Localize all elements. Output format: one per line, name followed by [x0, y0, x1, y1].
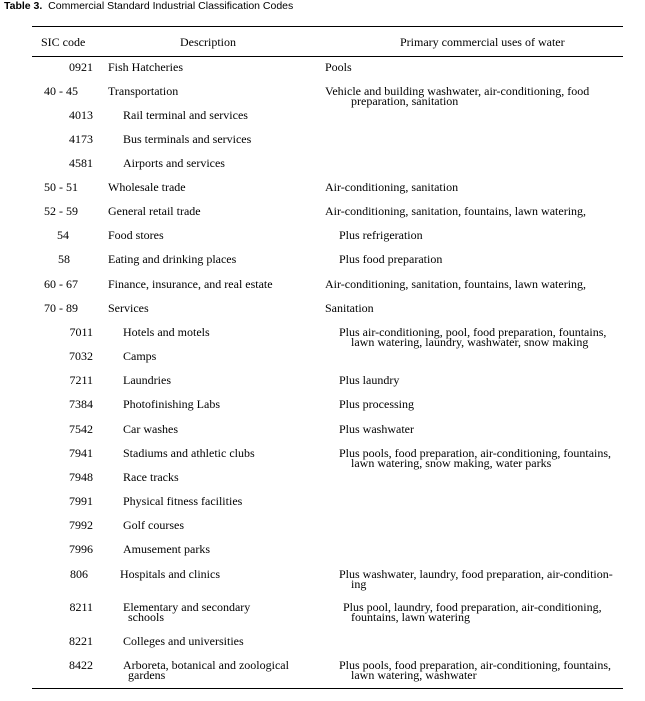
- primary-use: Sanitation: [325, 301, 374, 315]
- sic-code: 4581: [69, 156, 93, 170]
- sic-code: 7011: [69, 325, 93, 339]
- sic-code: 7384: [69, 397, 93, 411]
- sic-code: 7948: [69, 470, 93, 484]
- sic-code: 60 - 67: [44, 277, 78, 291]
- primary-use: lawn watering, snow making, water parks: [351, 456, 552, 470]
- description: Race tracks: [123, 470, 179, 484]
- header-primary-uses: Primary commercial uses of water: [400, 35, 565, 49]
- sic-code: 8221: [69, 634, 93, 648]
- primary-use: Plus pools, food preparation, air-conditioning, fountains,: [339, 446, 612, 460]
- primary-use: Air-conditioning, sanitation: [325, 180, 459, 194]
- description: Laundries: [123, 373, 171, 387]
- description: Services: [108, 301, 149, 315]
- sic-code: 4013: [69, 108, 93, 122]
- sic-code: 8211: [69, 600, 93, 614]
- description: Elementary and secondary: [123, 600, 251, 614]
- header-description: Description: [180, 35, 236, 49]
- description: schools: [128, 610, 164, 624]
- primary-use: Air-conditioning, sanitation, fountains, lawn watering,: [325, 277, 587, 291]
- top-rule: [32, 26, 623, 27]
- primary-use: Vehicle and building washwater, air-conditioning, food: [325, 84, 590, 98]
- primary-use: Plus air-conditioning, pool, food preparation, fountains,: [339, 325, 607, 339]
- sic-code: 7542: [69, 422, 93, 436]
- description: Hotels and motels: [123, 325, 210, 339]
- description: Colleges and universities: [123, 634, 244, 648]
- primary-use: Plus processing: [339, 397, 414, 411]
- description: Stadiums and athletic clubs: [123, 446, 255, 460]
- sic-code: 7992: [69, 518, 93, 532]
- primary-use: preparation, sanitation: [351, 94, 459, 108]
- sic-code: 7941: [69, 446, 93, 460]
- primary-use: lawn watering, laundry, washwater, snow making: [351, 335, 589, 349]
- description: Arboreta, botanical and zoological: [123, 658, 289, 672]
- sic-code: 806: [70, 567, 88, 581]
- primary-use: Plus refrigeration: [339, 228, 423, 242]
- sic-code: 7211: [69, 373, 93, 387]
- header-sic-code: SIC code: [41, 35, 86, 49]
- description: General retail trade: [108, 204, 201, 218]
- description: Eating and drinking places: [108, 252, 237, 266]
- table-title: Commercial Standard Industrial Classification Codes: [48, 0, 294, 12]
- sic-code: 58: [58, 252, 70, 266]
- sic-code: 54: [57, 228, 69, 242]
- description: Wholesale trade: [108, 180, 186, 194]
- description: gardens: [128, 668, 166, 682]
- description: Transportation: [108, 84, 179, 98]
- primary-use: Plus laundry: [339, 373, 400, 387]
- primary-use: fountains, lawn watering: [351, 610, 470, 624]
- sic-code: 4173: [69, 132, 93, 146]
- primary-use: Plus pools, food preparation, air-conditioning, fountains,: [339, 658, 612, 672]
- sic-code: 52 - 59: [44, 204, 78, 218]
- description: Airports and services: [123, 156, 225, 170]
- table-label: Table 3.: [4, 0, 43, 12]
- primary-use: Pools: [325, 60, 352, 74]
- description: Golf courses: [123, 518, 184, 532]
- bottom-rule: [32, 688, 623, 689]
- description: Camps: [123, 349, 157, 363]
- description: Physical fitness facilities: [123, 494, 243, 508]
- sic-code: 7996: [69, 542, 93, 556]
- sic-code: 8422: [69, 658, 93, 672]
- sic-code: 70 - 89: [44, 301, 78, 315]
- sic-code: 7032: [69, 349, 93, 363]
- sic-code: 7991: [69, 494, 93, 508]
- header-rule: [32, 56, 623, 57]
- description: Fish Hatcheries: [108, 60, 183, 74]
- description: Car washes: [123, 422, 178, 436]
- description: Photofinishing Labs: [123, 397, 221, 411]
- sic-code: 40 - 45: [44, 84, 78, 98]
- description: Bus terminals and services: [123, 132, 252, 146]
- description: Amusement parks: [123, 542, 210, 556]
- primary-use: Plus pool, laundry, food preparation, air-conditioning,: [343, 600, 602, 614]
- table-caption: [4, 0, 293, 12]
- sic-code: 50 - 51: [44, 180, 78, 194]
- description: Finance, insurance, and real estate: [108, 277, 273, 291]
- description: Rail terminal and services: [123, 108, 248, 122]
- primary-use: lawn watering, washwater: [351, 668, 477, 682]
- description: Hospitals and clinics: [120, 567, 220, 581]
- primary-use: Plus washwater: [339, 422, 414, 436]
- primary-use: Plus washwater, laundry, food preparation, air-condition-: [339, 567, 613, 581]
- primary-use: Plus food preparation: [339, 252, 443, 266]
- description: Food stores: [108, 228, 164, 242]
- primary-use: ing: [351, 577, 367, 591]
- sic-code: 0921: [69, 60, 93, 74]
- primary-use: Air-conditioning, sanitation, fountains, lawn watering,: [325, 204, 587, 218]
